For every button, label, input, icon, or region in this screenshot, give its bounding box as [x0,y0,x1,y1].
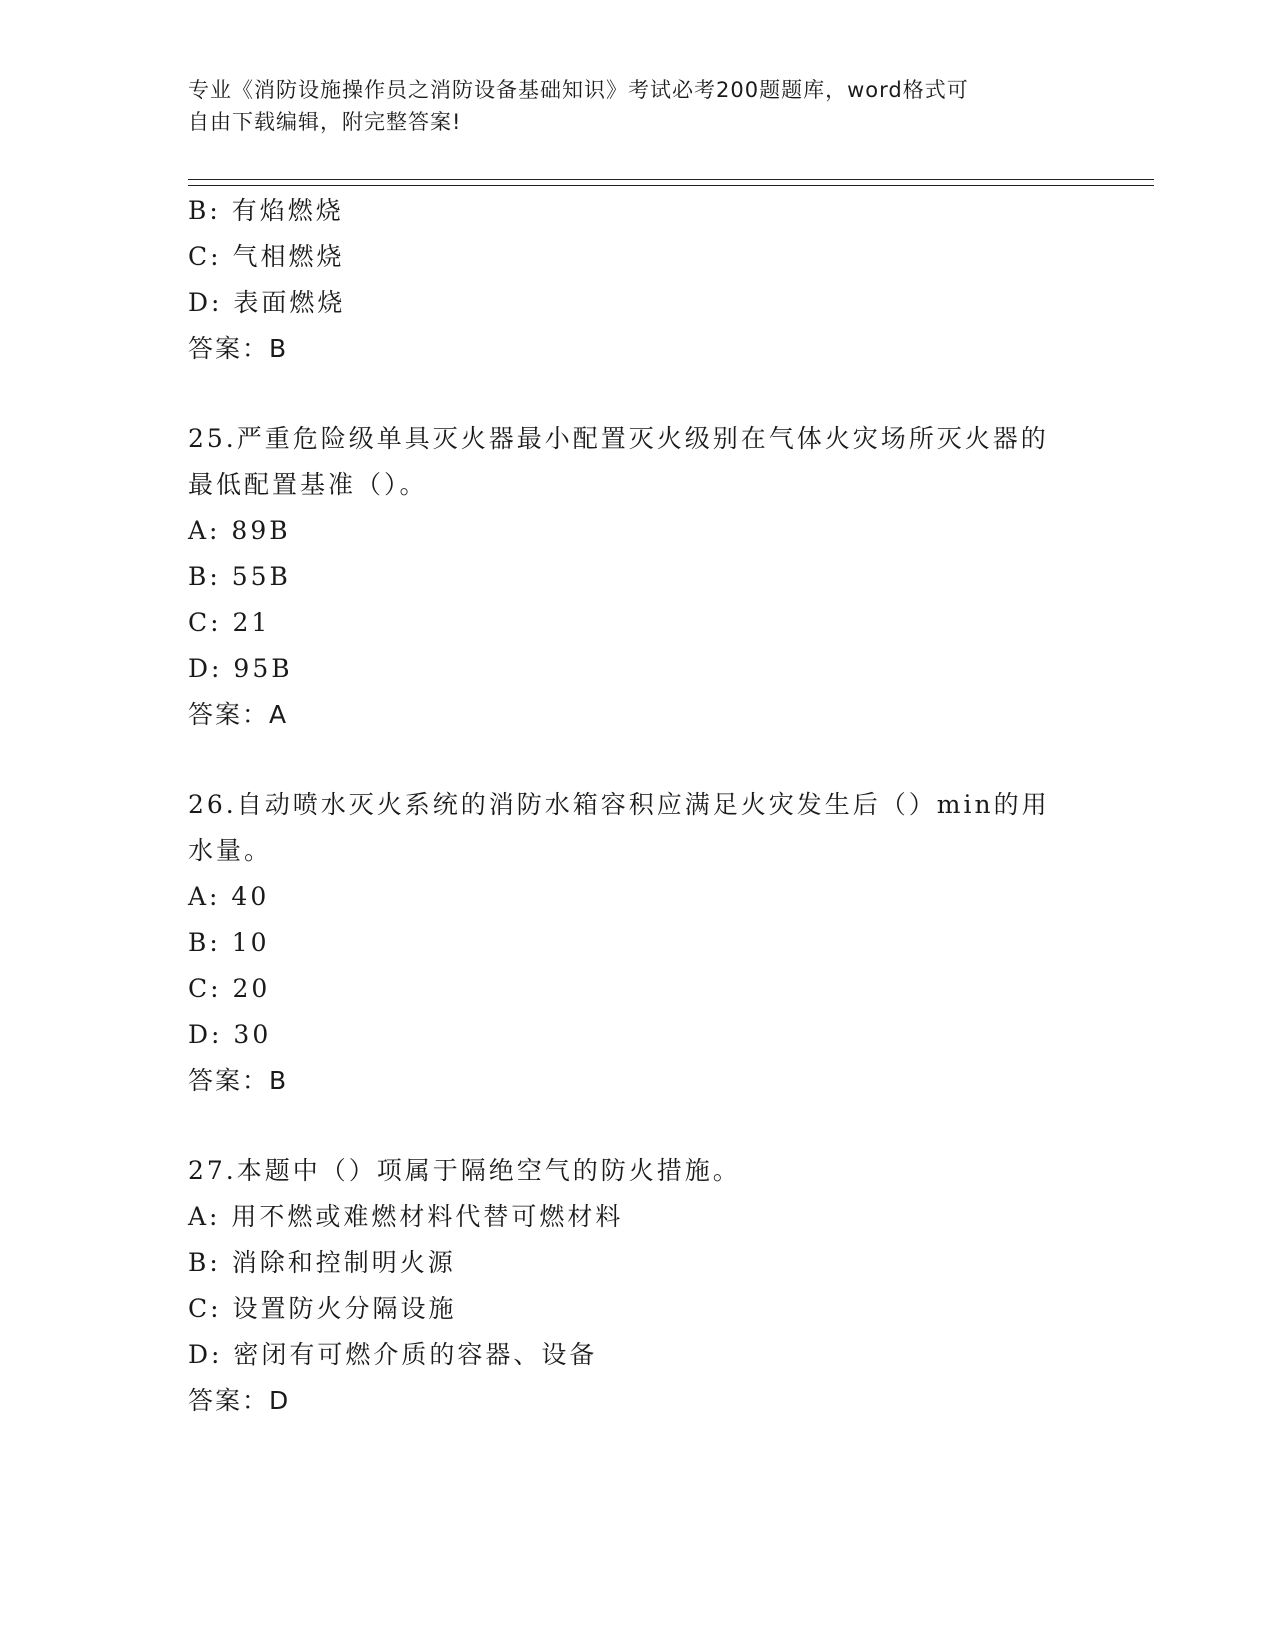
option-line: C: 气相燃烧 [188,242,345,271]
answer-line: 答案：B [188,1066,289,1095]
question-text: 26.自动喷水灭火系统的消防水箱容积应满足火灾发生后（）min的用 [188,790,1050,819]
header-line-1: 专业《消防设施操作员之消防设备基础知识》考试必考200题题库，word格式可 [188,78,969,102]
option-line: D: 30 [188,1020,272,1049]
answer-line: 答案：A [188,700,289,729]
option-line: B: 55B [188,562,291,591]
header-line-2: 自由下载编辑，附完整答案! [188,110,462,134]
option-line: C: 20 [188,974,271,1003]
option-line: B: 有焰燃烧 [188,196,344,225]
document-header [188,74,1068,138]
question-text: 27.本题中（）项属于隔绝空气的防火措施。 [188,1156,741,1185]
question-text: 25.严重危险级单具灭火器最小配置灭火级别在气体火灾场所灭火器的 [188,424,1049,453]
option-line: A: 89B [188,516,291,545]
header-divider-top [188,179,1154,180]
option-line: D: 表面燃烧 [188,288,346,317]
header-divider-bottom [188,185,1154,186]
question-block [188,782,1088,1104]
option-line: C: 21 [188,608,271,637]
answer-line: 答案：D [188,1386,291,1415]
question-text-continued: 水量。 [188,836,273,865]
prev-question-block [188,188,1088,372]
option-line: D: 95B [188,654,293,683]
answer-line: 答案：B [188,334,289,363]
question-list [188,188,1088,1424]
option-line: D: 密闭有可燃介质的容器、设备 [188,1340,598,1369]
option-line: C: 设置防火分隔设施 [188,1294,457,1323]
option-line: B: 消除和控制明火源 [188,1248,456,1277]
question-text-continued: 最低配置基准（）。 [188,470,428,499]
option-line: A: 用不燃或难燃材料代替可燃材料 [188,1202,624,1231]
question-block [188,416,1088,738]
option-line: A: 40 [188,882,270,911]
option-line: B: 10 [188,928,270,957]
question-block [188,1148,1088,1424]
